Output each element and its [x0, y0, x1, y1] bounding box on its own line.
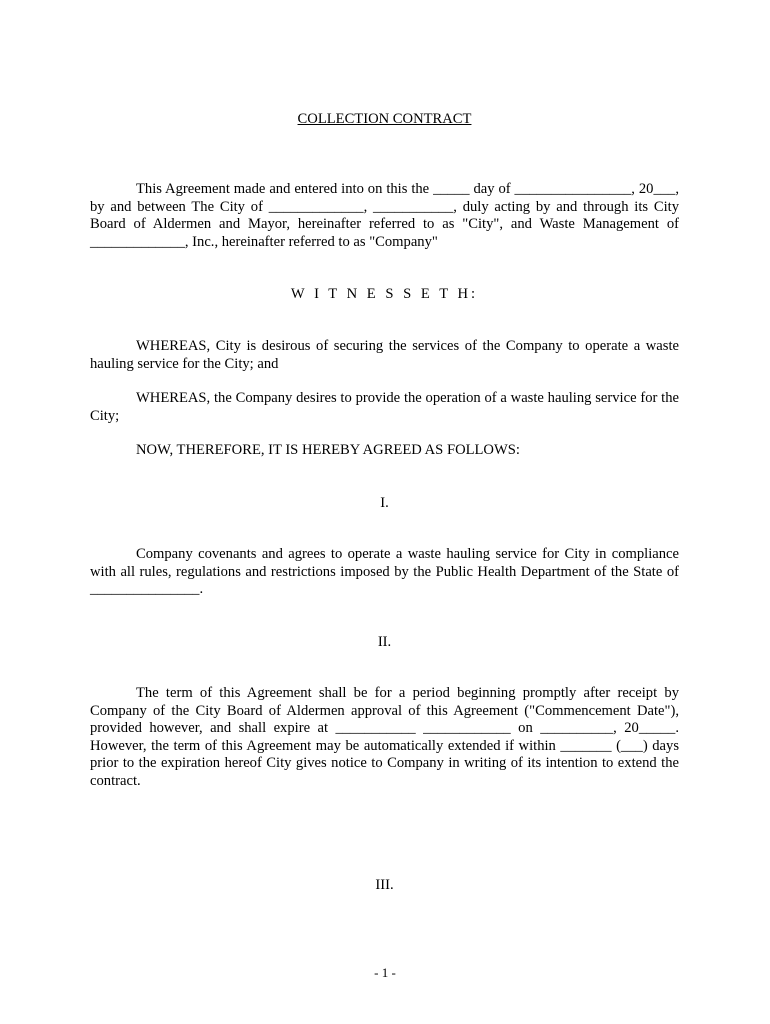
document-title: COLLECTION CONTRACT	[297, 111, 472, 127]
section-2-heading: II.	[377, 634, 392, 650]
section-2-paragraph: The term of this Agreement shall be for a period beginning promptly after receipt by Company of the City Board of Aldermen approval of this Agreement ("Commencement Date"), provided however, and shall expire at ___________ ____________ on __________, 20_____. However, the term of this Agreement may be automatically extended if within _______ (___) days prior to the expiration hereof City gives notice to Company in writing of its intention to extend the contract.	[90, 685, 679, 789]
whereas-paragraph-2: WHEREAS, the Company desires to provide the operation of a waste hauling service for the City;	[90, 390, 679, 424]
section-3-heading: III.	[375, 877, 394, 893]
whereas-paragraph-1: WHEREAS, City is desirous of securing the services of the Company to operate a waste hauling service for the City; and	[90, 338, 679, 372]
section-1-heading: I.	[380, 495, 389, 511]
intro-paragraph: This Agreement made and entered into on this the _____ day of ________________, 20___, by and between The City of _____________, ___________, duly acting by and through its City Board of Aldermen and Mayor, hereinafter referred to as "City", and Waste Management of _____________, Inc., hereinafter referred to as "Company"	[90, 181, 679, 250]
section-1-paragraph: Company covenants and agrees to operate a waste hauling service for City in compliance with all rules, regulations and restrictions imposed by the Public Health Department of the State of _______________.	[90, 546, 679, 597]
witnesseth-heading: W I T N E S S E T H:	[290, 286, 479, 302]
now-therefore-paragraph: NOW, THEREFORE, IT IS HEREBY AGREED AS FOLLOWS:	[136, 442, 520, 458]
page-number: - 1 -	[374, 965, 396, 980]
